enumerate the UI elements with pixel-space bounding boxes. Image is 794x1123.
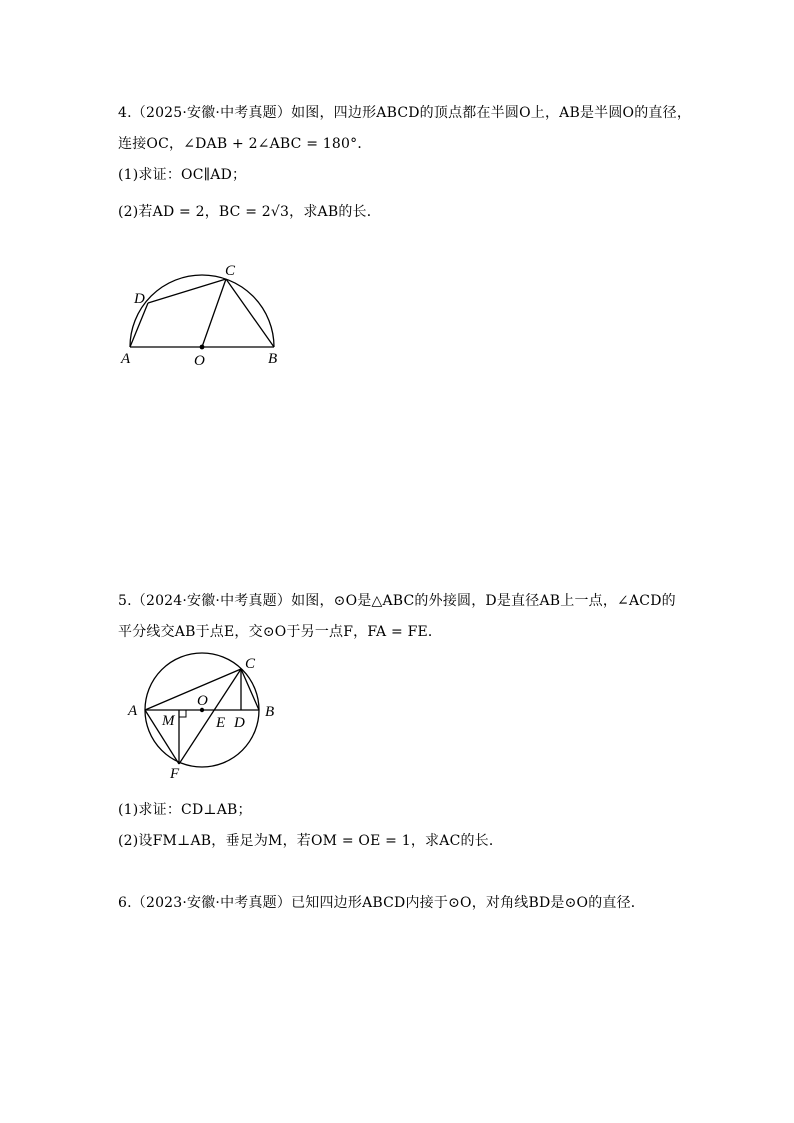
q4-segment-dc bbox=[148, 279, 226, 303]
q5-label-e: E bbox=[216, 715, 226, 731]
q4-segment-oc bbox=[202, 279, 226, 347]
q5-label-m: M bbox=[162, 713, 175, 729]
q5-segment-ac bbox=[145, 669, 241, 710]
q5-label-a: A bbox=[128, 703, 138, 719]
q4-label-o: O bbox=[194, 353, 205, 369]
q5-label-f: F bbox=[170, 766, 180, 782]
q4-stem-line2: 连接OC，∠DAB + 2∠ABC = 180°． bbox=[118, 136, 372, 152]
q5-stem-line2: 平分线交AB于点E，交⊙O于另一点F，FA = FE． bbox=[118, 624, 443, 640]
q6-stem-line1: 6.（2023·安徽·中考真题）已知四边形ABCD内接于⊙O，对角线BD是⊙O的直径． bbox=[118, 895, 646, 911]
q5-label-b: B bbox=[265, 704, 275, 720]
q5-segment-bc bbox=[241, 669, 259, 710]
q4-label-a: A bbox=[121, 351, 131, 367]
q4-part2: (2)若AD = 2，BC = 2√3，求AB的长． bbox=[118, 204, 381, 220]
q4-stem-line1: 4.（2025·安徽·中考真题）如图，四边形ABCD的顶点都在半圆O上，AB是半圆O的直径， bbox=[118, 105, 692, 121]
q4-part1: (1)求证：OC∥AD； bbox=[118, 167, 247, 183]
q5-label-o: O bbox=[197, 693, 208, 709]
q5-part1: (1)求证：CD⊥AB； bbox=[118, 802, 252, 818]
q4-semicircle-figure bbox=[110, 255, 300, 370]
q5-label-d: D bbox=[234, 715, 245, 731]
q4-label-b: B bbox=[268, 351, 278, 367]
q5-segment-cf bbox=[179, 669, 241, 764]
q5-circle-figure bbox=[120, 648, 290, 783]
q5-label-c: C bbox=[245, 656, 256, 672]
q4-segment-cb bbox=[226, 279, 274, 347]
q5-stem-line1: 5.（2024·安徽·中考真题）如图，⊙O是△ABC的外接圆，D是直径AB上一点，∠ACD的 bbox=[118, 593, 676, 609]
q5-right-angle-mark bbox=[179, 710, 186, 717]
q4-center-point bbox=[200, 345, 205, 350]
q5-part2: (2)设FM⊥AB，垂足为M，若OM = OE = 1，求AC的长． bbox=[118, 833, 504, 849]
q4-label-c: C bbox=[225, 263, 236, 279]
q4-label-d: D bbox=[134, 291, 145, 307]
